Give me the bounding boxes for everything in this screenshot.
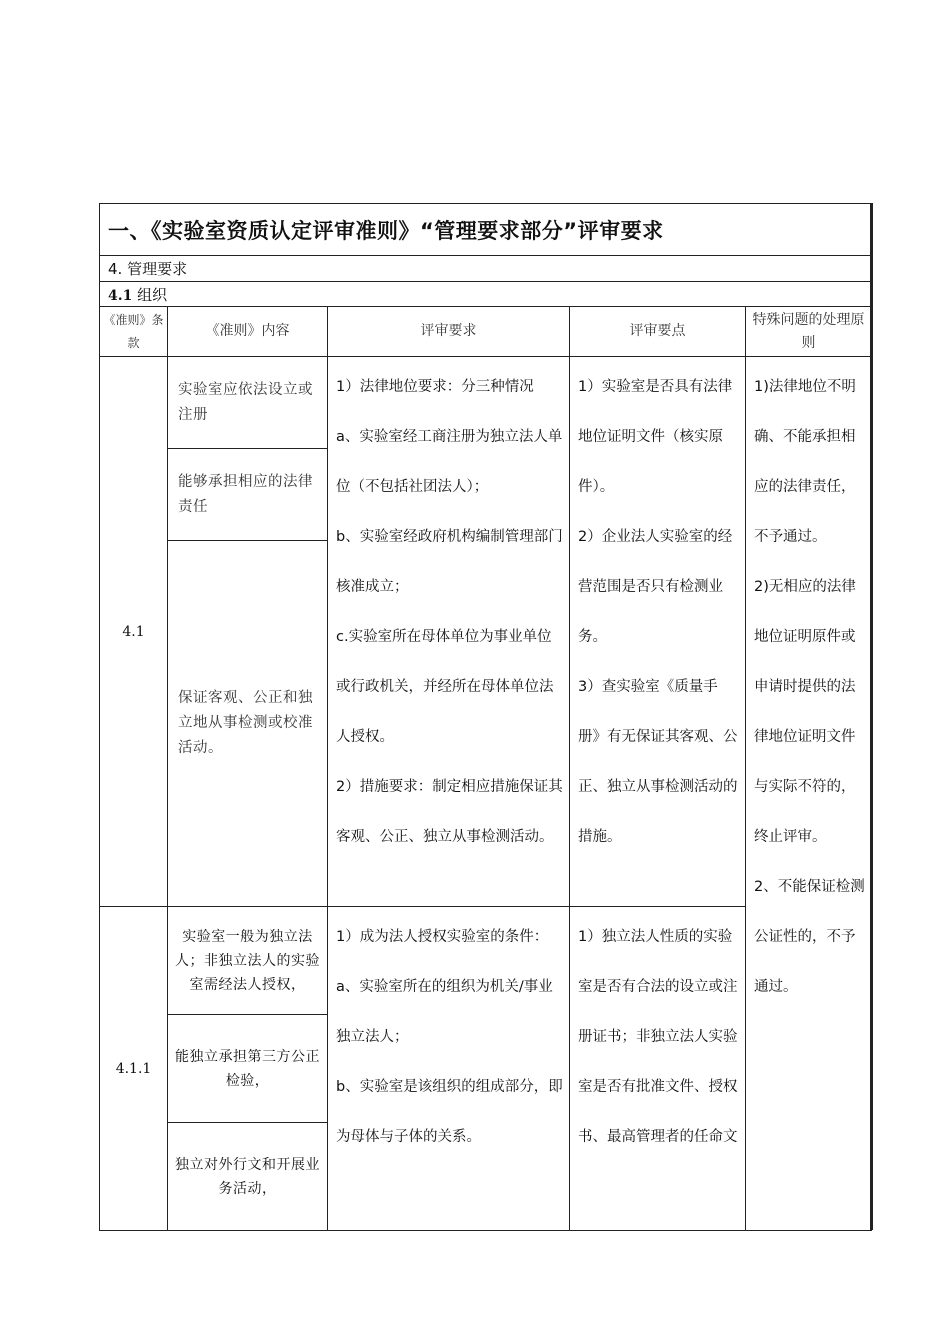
section-heading: 4. 管理要求	[100, 256, 872, 282]
content-cell: 实验室应依法设立或注册	[168, 357, 328, 449]
requirement-line: a、实验室经工商注册为独立法人单位（不包括社团法人）；	[336, 429, 563, 495]
content-cell: 能独立承担第三方公正检验，	[168, 1015, 328, 1123]
content-cell: 保证客观、公正和独立地从事检测或校准活动。	[168, 541, 328, 907]
header-special: 特殊问题的处理原则	[746, 307, 872, 357]
points-line: 1）实验室是否具有法律地位证明文件（核实原件）。	[578, 379, 733, 495]
subsection-heading	[100, 282, 872, 307]
requirement-line: 1）成为法人授权实验室的条件：	[336, 929, 549, 945]
clause-4-1: 4.1	[100, 357, 168, 907]
points-cell	[570, 357, 746, 907]
header-content: 《准则》内容	[168, 307, 328, 357]
special-cell	[746, 357, 872, 1231]
content-cell: 实验室一般为独立法人；非独立法人的实验室需经法人授权，	[168, 907, 328, 1015]
subsection-name: 组织	[137, 285, 168, 304]
requirement-line: 1）法律地位要求：分三种情况	[336, 379, 534, 395]
requirement-line: c.实验室所在母体单位为事业单位或行政机关，并经所在母体单位法人授权。	[336, 629, 554, 745]
special-line: 2、不能保证检测公证性的，不予通过。	[754, 879, 865, 995]
special-line: 2)无相应的法律地位证明原件或申请时提供的法律地位证明文件与实际不符的，终止评审。	[754, 579, 856, 845]
header-points: 评审要点	[570, 307, 746, 357]
header-clause: 《准则》条款	[100, 307, 168, 357]
header-requirement: 评审要求	[328, 307, 570, 357]
document-title: 一、《实验室资质认定评审准则》“管理要求部分”评审要求	[100, 204, 872, 256]
requirement-line: b、实验室是该组织的组成部分，即为母体与子体的关系。	[336, 1079, 563, 1145]
review-table	[99, 203, 872, 1231]
requirement-cell	[328, 907, 570, 1231]
requirement-line: a、实验室所在的组织为机关/事业独立法人；	[336, 979, 553, 1045]
subsection-number: 4.1	[108, 287, 133, 304]
points-line: 2）企业法人实验室的经营范围是否只有检测业务。	[578, 529, 733, 645]
requirement-line: b、实验室经政府机构编制管理部门核准成立；	[336, 529, 563, 595]
clause-4-1-1: 4.1.1	[100, 907, 168, 1231]
requirement-line: 2）措施要求：制定相应措施保证其客观、公正、独立从事检测活动。	[336, 779, 563, 845]
requirement-cell	[328, 357, 570, 907]
content-cell: 独立对外行文和开展业务活动，	[168, 1123, 328, 1231]
points-line: 3）查实验室《质量手册》有无保证其客观、公正、独立从事检测活动的措施。	[578, 679, 738, 845]
points-line: 1）独立法人性质的实验室是否有合法的设立或注册证书；非独立法人实验室是否有批准文件、授权书、最高管理者的任命文	[578, 929, 738, 1145]
content-cell: 能够承担相应的法律责任	[168, 449, 328, 541]
special-line: 1)法律地位不明确、不能承担相应的法律责任，不予通过。	[754, 379, 856, 545]
points-cell	[570, 907, 746, 1231]
